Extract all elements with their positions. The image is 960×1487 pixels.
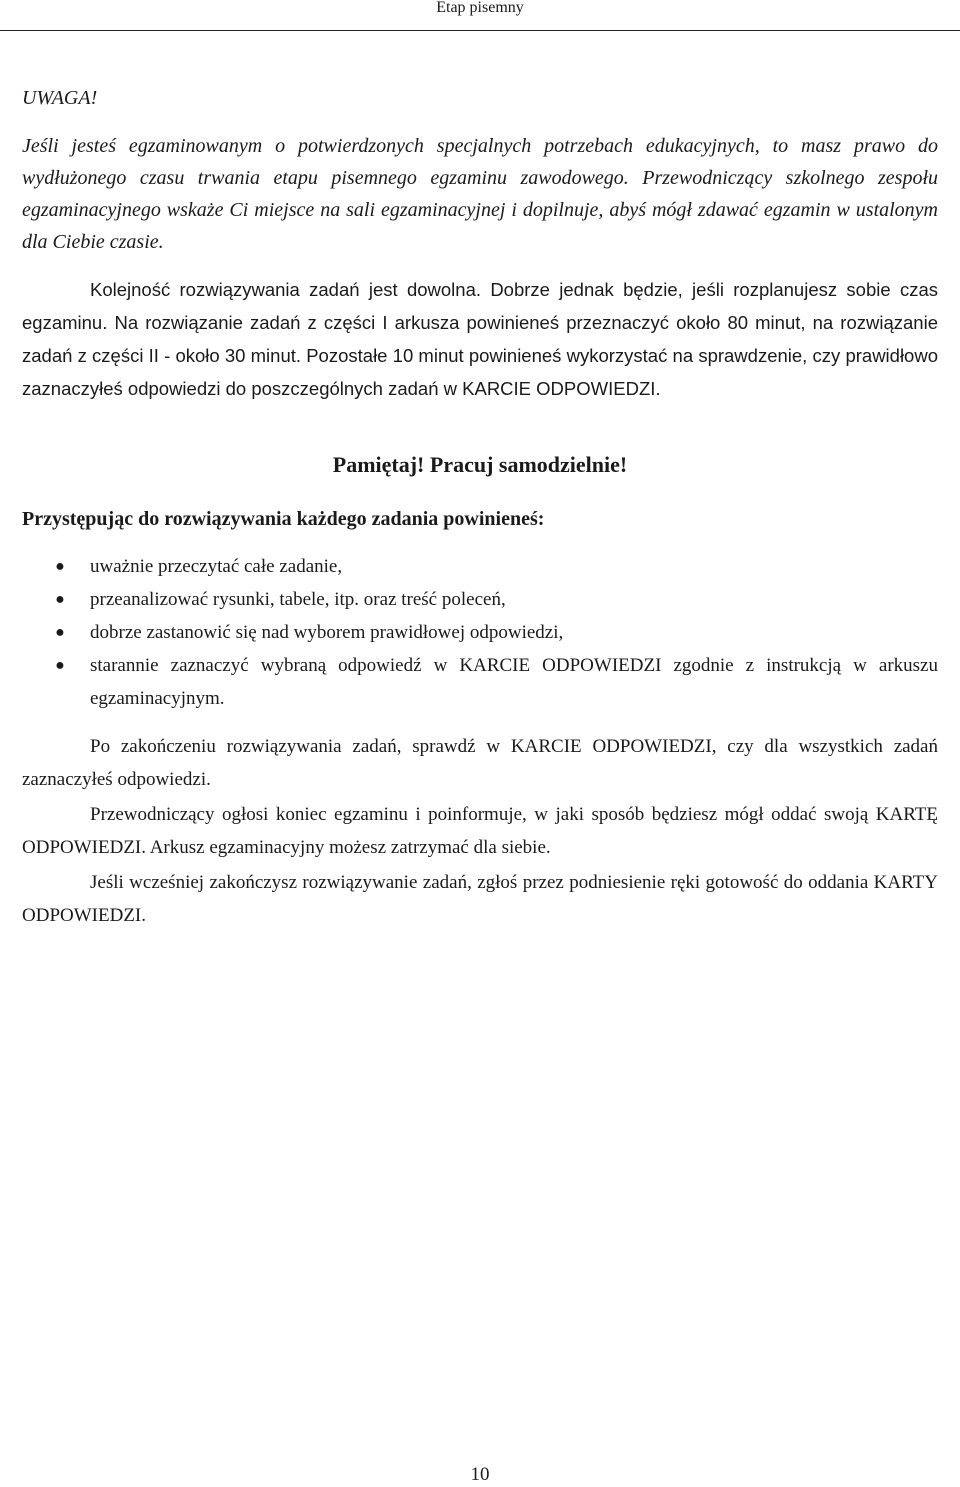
bullet-icon: ● <box>55 558 65 575</box>
remember-heading: Pamiętaj! Pracuj samodzielnie! <box>332 452 628 477</box>
list-item <box>22 550 938 583</box>
list-item <box>22 616 938 649</box>
list-item-text: dobrze zastanowić się nad wyborem prawidłowej odpowiedzi, <box>90 622 564 643</box>
header-title: Etap pisemny <box>436 0 524 16</box>
notice-title: UWAGA! <box>22 87 98 109</box>
closing-paragraph: Po zakończeniu rozwiązywania zadań, sprawdź w KARCIE ODPOWIEDZI, czy dla wszystkich zadań zaznaczyłeś odpowiedzi. <box>22 736 938 790</box>
bullet-icon: ● <box>55 657 65 674</box>
list-item <box>22 583 938 616</box>
bullet-icon: ● <box>55 624 65 641</box>
list-item-text: przeanalizować rysunki, tabele, itp. oraz treść poleceń, <box>90 589 506 610</box>
notice-section <box>22 82 938 258</box>
list-item-text: starannie zaznaczyć wybraną odpowiedź w KARCIE ODPOWIEDZI zgodnie z instrukcją w arkuszu egzaminacyjnym. <box>90 655 938 709</box>
steps-list <box>22 550 938 715</box>
closing-paragraph: Przewodniczący ogłosi koniec egzaminu i poinformuje, w jaki sposób będziesz mógł oddać swoją KARTĘ ODPOWIEDZI. Arkusz egzaminacyjny możesz zatrzymać dla siebie. <box>22 804 938 858</box>
steps-heading: Przystępując do rozwiązywania każdego zadania powinieneś: <box>22 508 545 530</box>
bullet-icon: ● <box>55 591 65 608</box>
list-item <box>22 649 938 715</box>
page-header <box>0 0 960 31</box>
list-item-text: uważnie przeczytać całe zadanie, <box>90 556 343 577</box>
closing-section <box>22 730 938 934</box>
notice-body: Jeśli jesteś egzaminowanym o potwierdzonych specjalnych potrzebach edukacyjnych, to masz prawo do wydłużonego czasu trwania etapu pisemnego egzaminu zawodowego. Przewodniczący szkolnego zespołu egzaminacyjnego wskaże Ci miejsce na sali egzaminacyjnej i dopilnuje, abyś mógł zdawać egzamin w ustalonym dla Ciebie czasie. <box>22 135 938 253</box>
closing-paragraph: Jeśli wcześniej zakończysz rozwiązywanie zadań, zgłoś przez podniesienie ręki gotowość do oddania KARTY ODPOWIEDZI. <box>22 872 938 926</box>
rules-paragraph: Kolejność rozwiązywania zadań jest dowolna. Dobrze jednak będzie, jeśli rozplanujesz sobie czas egzaminu. Na rozwiązanie zadań z części I arkusza powinieneś przeznaczyć około 80 minut, na rozwiązanie zadań z części II - około 30 minut. Pozostałe 10 minut powinieneś wykorzystać na sprawdzenie, czy prawidłowo zaznaczyłeś odpowiedzi do poszczególnych zadań w KARCIE ODPOWIEDZI. <box>22 279 938 399</box>
page-number: 10 <box>470 1464 490 1485</box>
